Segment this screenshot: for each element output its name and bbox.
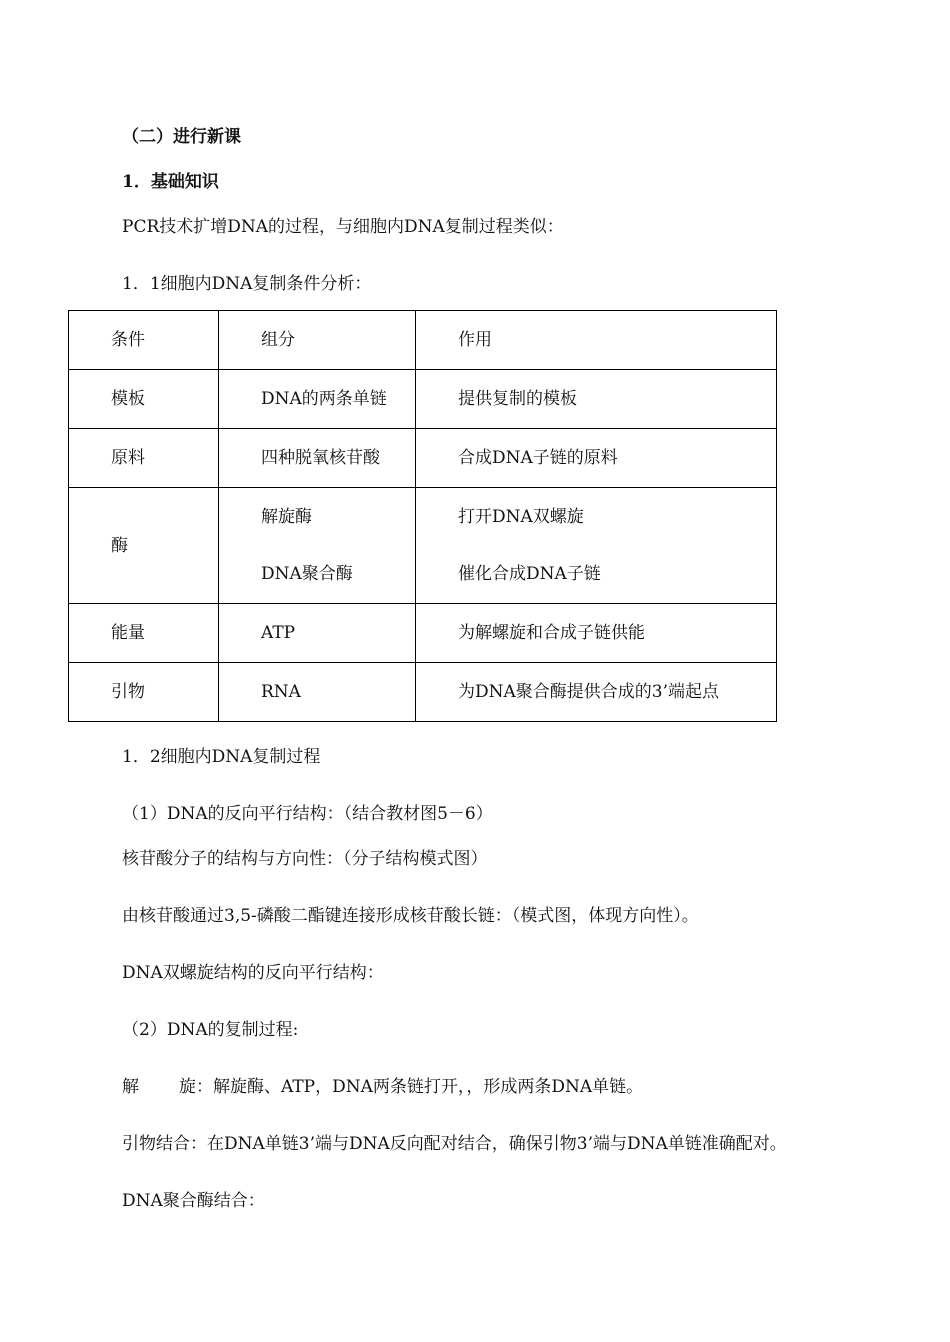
step-unwinding-label-b: 旋： bbox=[179, 1077, 213, 1097]
cell-component: DNA的两条单链 bbox=[219, 370, 416, 429]
cell-function: 为DNA聚合酶提供合成的3’端起点 bbox=[416, 663, 777, 722]
cell-component: RNA bbox=[219, 663, 416, 722]
paragraph-antiparallel: （1）DNA的反向平行结构：（结合教材图5－6） bbox=[122, 804, 493, 824]
cell-function: 催化合成DNA子链 bbox=[458, 564, 601, 584]
section-heading: （二）进行新课 bbox=[122, 127, 241, 147]
cell-function: 为解螺旋和合成子链供能 bbox=[416, 604, 777, 663]
cell-component: 解旋酶 bbox=[261, 507, 312, 527]
header-function: 作用 bbox=[416, 311, 777, 370]
intro-paragraph: PCR技术扩增DNA的过程，与细胞内DNA复制过程类似： bbox=[122, 217, 564, 237]
cell-condition: 能量 bbox=[69, 604, 219, 663]
table-row bbox=[69, 429, 777, 488]
sub2-title: 1．2细胞内DNA复制过程 bbox=[122, 747, 321, 767]
cell-function: 提供复制的模板 bbox=[416, 370, 777, 429]
cell-condition: 原料 bbox=[69, 429, 219, 488]
cell-functions bbox=[416, 488, 777, 604]
cell-component: 四种脱氧核苷酸 bbox=[219, 429, 416, 488]
cell-component: ATP bbox=[219, 604, 416, 663]
paragraph-nucleotide: 核苷酸分子的结构与方向性：（分子结构模式图） bbox=[122, 849, 488, 869]
table-row bbox=[69, 370, 777, 429]
cell-condition: 酶 bbox=[69, 488, 219, 604]
table-header-row bbox=[69, 311, 777, 370]
header-component: 组分 bbox=[219, 311, 416, 370]
table-row bbox=[69, 663, 777, 722]
cell-function: 合成DNA子链的原料 bbox=[416, 429, 777, 488]
cell-condition: 模板 bbox=[69, 370, 219, 429]
step-unwinding bbox=[122, 1076, 643, 1098]
step-primer-binding: 引物结合：在DNA单链3’端与DNA反向配对结合，确保引物3’端与DNA单链准确配对。 bbox=[122, 1134, 787, 1154]
table-row bbox=[69, 488, 777, 604]
header-condition: 条件 bbox=[69, 311, 219, 370]
subheading: 1．基础知识 bbox=[122, 172, 219, 192]
table-row bbox=[69, 604, 777, 663]
cell-function: 打开DNA双螺旋 bbox=[458, 507, 584, 527]
step-unwinding-text: 解旋酶、ATP，DNA两条链打开，，形成两条DNA单链。 bbox=[213, 1077, 644, 1097]
step-unwinding-label-a: 解 bbox=[122, 1077, 139, 1097]
cell-condition: 引物 bbox=[69, 663, 219, 722]
paragraph-double-helix: DNA双螺旋结构的反向平行结构： bbox=[122, 963, 384, 983]
step-polymerase-binding: DNA聚合酶结合： bbox=[122, 1191, 265, 1211]
paragraph-replication-process: （2）DNA的复制过程: bbox=[122, 1020, 299, 1040]
cell-components bbox=[219, 488, 416, 604]
paragraph-phosphodiester: 由核苷酸通过3,5-磷酸二酯键连接形成核苷酸长链：（模式图，体现方向性）。 bbox=[122, 906, 699, 926]
sub1-title: 1．1细胞内DNA复制条件分析： bbox=[122, 274, 372, 294]
cell-component: DNA聚合酶 bbox=[261, 564, 353, 584]
conditions-table bbox=[68, 310, 777, 722]
